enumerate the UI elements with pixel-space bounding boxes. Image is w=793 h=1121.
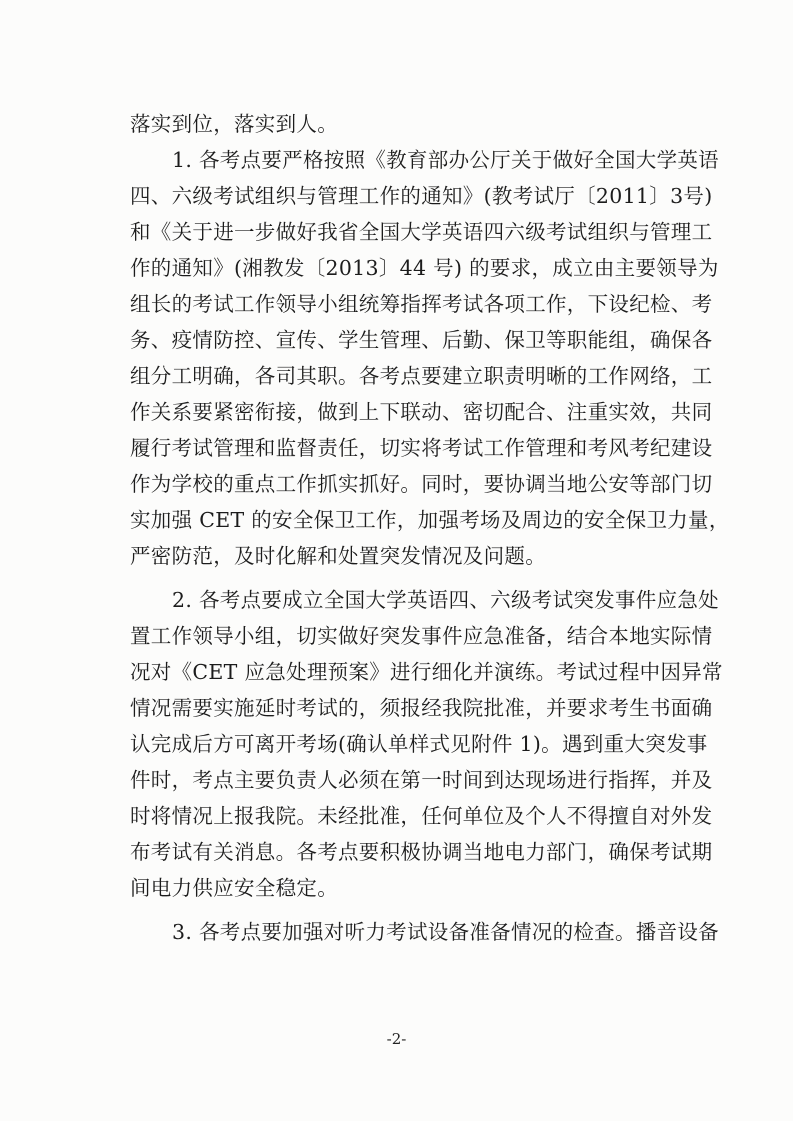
text-line: 布考试有关消息。各考点要积极协调当地电力部门，确保考试期: [130, 840, 713, 864]
text-line: 置工作领导小组，切实做好突发事件应急准备，结合本地实际情: [130, 624, 713, 648]
paragraph-3-first-line: 3. 各考点要加强对听力考试设备准备情况的检查。播音设备: [172, 920, 719, 944]
text-line: 务、疫情防控、宣传、学生管理、后勤、保卫等职能组，确保各: [130, 328, 713, 352]
text-line: 时将情况上报我院。未经批准，任何单位及个人不得擅自对外发: [130, 804, 713, 828]
text-line: 作的通知》(湘教发〔2013〕44 号) 的要求，成立由主要领导为: [130, 256, 719, 280]
page-number: -2-: [386, 1030, 407, 1048]
text-line: 履行考试管理和监督责任，切实将考试工作管理和考风考纪建设: [130, 436, 713, 460]
text-line: 间电力供应安全稳定。: [130, 876, 338, 900]
paragraph-2-first-line: 2. 各考点要成立全国大学英语四、六级考试突发事件应急处: [172, 588, 719, 612]
text-line: 作关系要紧密衔接，做到上下联动、密切配合、注重实效，共同: [130, 400, 713, 424]
text-line: 作为学校的重点工作抓实抓好。同时，要协调当地公安等部门切: [130, 472, 713, 496]
text-line: 组长的考试工作领导小组统筹指挥考试各项工作，下设纪检、考: [130, 292, 713, 316]
text-line: 件时，考点主要负责人必须在第一时间到达现场进行指挥，并及: [130, 768, 713, 792]
text-line: 实加强 CET 的安全保卫工作，加强考场及周边的安全保卫力量，: [130, 508, 730, 532]
text-line: 四、六级考试组织与管理工作的通知》(教考试厅〔2011〕3号): [130, 184, 713, 208]
text-line: 认完成后方可离开考场(确认单样式见附件 1)。遇到重大突发事: [130, 732, 708, 756]
text-line: 况对《CET 应急处理预案》进行细化并演练。考试过程中因异常: [130, 660, 723, 684]
paragraph-1-first-line: 1. 各考点要严格按照《教育部办公厅关于做好全国大学英语: [172, 148, 719, 172]
text-line: 情况需要实施延时考试的，须报经我院批准，并要求考生书面确: [130, 696, 713, 720]
text-line: 组分工明确，各司其职。各考点要建立职责明晰的工作网络，工: [130, 364, 713, 388]
body-text: [130, 106, 730, 950]
text-line: 落实到位，落实到人。: [130, 112, 338, 136]
text-line: 严密防范，及时化解和处置突发情况及问题。: [130, 544, 546, 568]
text-line: 和《关于进一步做好我省全国大学英语四六级考试组织与管理工: [130, 220, 713, 244]
